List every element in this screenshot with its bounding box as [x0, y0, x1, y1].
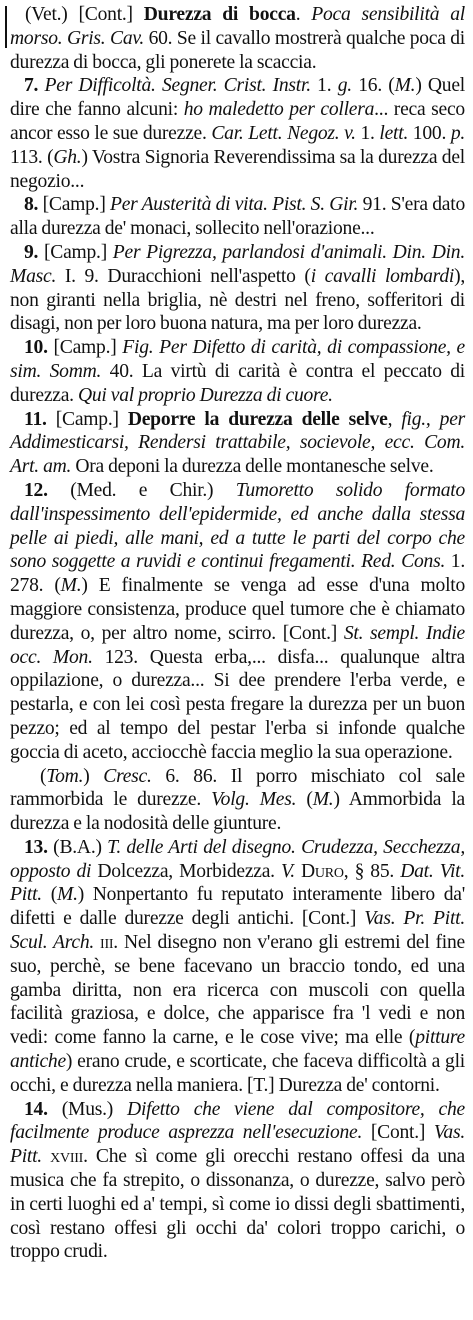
entry-text: (Vet.) [Cont.]	[25, 4, 144, 25]
entry-text: ) Nonpertanto fu reputato interamente libero da' difetti e dalle durezze degli antichi. [Cont.]	[10, 884, 465, 930]
entry-number-bold: Deporre la durezza delle selve	[127, 408, 388, 430]
italic-text: Vas. Pr. Pitt. Scul. Arch.	[10, 908, 465, 954]
entry-paragraph	[10, 3, 465, 74]
italic-text: lett.	[379, 122, 409, 144]
entry-number-bold: 12.	[24, 479, 71, 501]
italic-text: Per Pigrezza, parlandosi d'animali. Din. Din. Masc.	[10, 241, 465, 287]
italic-text: Volg. Mes.	[211, 789, 297, 811]
entry-text: 6. 86. Il porro mischiato col sale rammorbida le durezze.	[10, 765, 465, 811]
italic-text: Tom.	[46, 765, 84, 787]
entry-paragraph	[10, 336, 465, 407]
entry-text: [Cont.]	[362, 1122, 434, 1144]
italic-text: Qui val proprio Durezza di cuore.	[77, 384, 333, 406]
entry-number-bold: 11.	[24, 408, 56, 430]
entry-text: [Camp.]	[53, 337, 123, 359]
italic-text: M.	[312, 789, 334, 811]
entry-number-bold: 13.	[24, 836, 54, 858]
entry-number-bold: 9.	[24, 241, 44, 263]
entry-text: ) erano crude, e scorticate, che faceva difficoltà a gli occhi, e durezza nella maniera. [T.] Durezza de' contorni.	[10, 1051, 465, 1096]
italic-text: Cresc.	[103, 765, 152, 787]
italic-text: M.	[394, 75, 416, 97]
italic-text: Car. Lett. Negoz. v.	[211, 122, 356, 144]
entry-text: 100.	[408, 122, 451, 144]
dictionary-column	[10, 3, 465, 1264]
entry-text: ) Quel dire che fanno alcuni:	[10, 75, 465, 121]
entry-text: 1.	[355, 122, 380, 144]
italic-text: ho maledetto per collera	[183, 99, 375, 121]
entry-text: 60. Se il cavallo mostrerà qualche poca di durezza di bocca, gli ponerete la scaccia.	[10, 27, 465, 73]
entry-text: ) E finalmente se venga ad esse d'una molto maggiore consistenza, produce quel tumore che è chiamato durezza, o, per altro nome, scirro. [Cont.]	[10, 575, 466, 644]
entry-text: [Camp.]	[43, 241, 113, 263]
entry-text: iii	[94, 932, 114, 954]
italic-text: i cavalli lombardi	[310, 265, 455, 287]
entry-text: 91. S'era dato alla durezza de' monaci, sollecito nell'orazione...	[10, 194, 465, 240]
italic-text: p.	[450, 122, 466, 144]
margin-rule	[5, 6, 7, 48]
entry-text: 113. (	[10, 146, 54, 168]
entry-number-bold: 14.	[24, 1098, 62, 1120]
italic-text: V.	[281, 860, 295, 882]
italic-text: Dat. Vit. Pitt.	[10, 860, 466, 906]
entry-text: . Nel disegno non v'erano gli estremi del fine suo, perchè, se bene facevano un braccio tondo, ed una gamba diritta, non era ricerca con muscoli con quella facilità graziosa, e dolce, che apparisce fra 'l vedi e non vedi: come fanno la carne, e le cose vive; ma elle (	[10, 932, 465, 1049]
italic-text: Vas. Pitt.	[10, 1122, 465, 1168]
entry-number-bold: 10.	[24, 337, 54, 359]
italic-text: Difetto che viene dal compositore, che facilmente produce asprezza nell'esecuzione.	[10, 1098, 465, 1144]
entry-text: (	[40, 765, 47, 787]
entry-text: ) Vostra Signoria Reverendissima sa la durezza del negozio...	[10, 146, 465, 192]
italic-text: g.	[337, 75, 352, 97]
entry-text: (	[41, 884, 57, 906]
entry-paragraph	[10, 836, 465, 1098]
entry-number-bold: 8.	[24, 194, 43, 216]
entry-text: Ora deponi la durezza delle montanesche selve.	[71, 456, 434, 478]
italic-text: Per Difficoltà. Segner. Crist. Instr.	[44, 75, 311, 97]
entry-text: 16. (	[351, 75, 395, 97]
entry-paragraph	[10, 1098, 465, 1265]
italic-text: Tumoretto solido formato dall'inspessimento dell'epidermide, ed anche dalla stessa pelle ai piedi, alle mani, ed a tutte le parti del corpo che sono soggette a ruvidi e continui fregamenti. Red. Cons.	[10, 479, 466, 573]
italic-text: fig., per Addimesticarsi, Rendersi trattabile, socievole, ecc. Com. Art. am.	[10, 408, 466, 478]
entry-text: Duro	[294, 860, 344, 882]
entry-text: 1. 278. (	[10, 551, 465, 597]
italic-text: Gh.	[53, 146, 82, 168]
entry-text: ... reca seco ancor esso le sue durezze.	[10, 99, 465, 144]
italic-text: St. sempl. Indie occ. Mon.	[10, 622, 465, 668]
entry-paragraph	[10, 241, 465, 336]
entry-number-bold: Durezza di bocca	[143, 4, 296, 25]
entry-paragraph	[10, 408, 465, 479]
entry-text: 123. Questa erba,... disfa... qualunque altra oppilazione, o durezza... Si dee prendere l'erba verde, e pestarla, e con lei così pesta fregare la durezza per un buon pezzo; ed al tempo del pestar l'erba si infonde qualche goccia di aceto, acciocchè faccia meglio la sua operazione.	[10, 646, 465, 763]
italic-text: Fig. Per Difetto di carità, di compassione, e sim. Somm.	[10, 337, 466, 382]
entry-text: (	[296, 789, 313, 811]
italic-text: Poca sensibilità al morso. Gris. Cav.	[10, 4, 466, 49]
entry-paragraph	[10, 74, 465, 193]
entry-paragraph	[10, 765, 465, 836]
italic-text: M.	[57, 884, 78, 906]
entry-text: I. 9. Duracchioni nell'aspetto (	[56, 265, 311, 287]
entry-text: Dolcezza, Morbidezza.	[91, 860, 282, 882]
entry-paragraph	[10, 193, 465, 241]
entry-text: ) Ammorbida la durezza e la nodosità delle giunture.	[10, 789, 465, 835]
entry-text: 40. La virtù di carità è contra el peccato di durezza.	[10, 360, 465, 406]
italic-text: M.	[60, 575, 82, 597]
entry-text: . Che sì come gli orecchi restano offesi da una musica che fa strepito, o dissonanza, o durezze, salvo però in certi luoghi ed a' tempi, sì come io dissi degli sbattimenti, così restano offesi gli occhi da' colori troppo carichi, o troppo crudi.	[10, 1146, 465, 1263]
entry-text: xviii	[41, 1146, 84, 1168]
entry-text: (Med. e Chir.)	[70, 479, 236, 501]
entry-text: ,	[387, 408, 402, 430]
entry-paragraph	[10, 479, 465, 765]
entry-text: [Camp.]	[42, 194, 110, 216]
entry-text: [Camp.]	[55, 408, 128, 430]
italic-text: Per Austerità di vita. Pist. S. Gir.	[110, 194, 359, 216]
entry-text: )	[83, 765, 104, 787]
entry-text: (Mus.)	[61, 1098, 128, 1120]
entry-text: 1.	[310, 75, 338, 97]
entry-text: ), non giranti nella briglia, nè destri nel freno, sofferitori di disagi, non per loro buona natura, ma per loro durezza.	[10, 265, 466, 335]
italic-text: pitture antiche	[10, 1027, 465, 1073]
entry-text: , § 85.	[343, 860, 401, 882]
italic-text: T. delle Arti del disegno. Crudezza, Secchezza, opposto di	[10, 836, 466, 882]
entry-number-bold: 7.	[24, 75, 45, 97]
entry-text: (B.A.)	[53, 836, 108, 858]
entry-text: .	[295, 4, 312, 25]
